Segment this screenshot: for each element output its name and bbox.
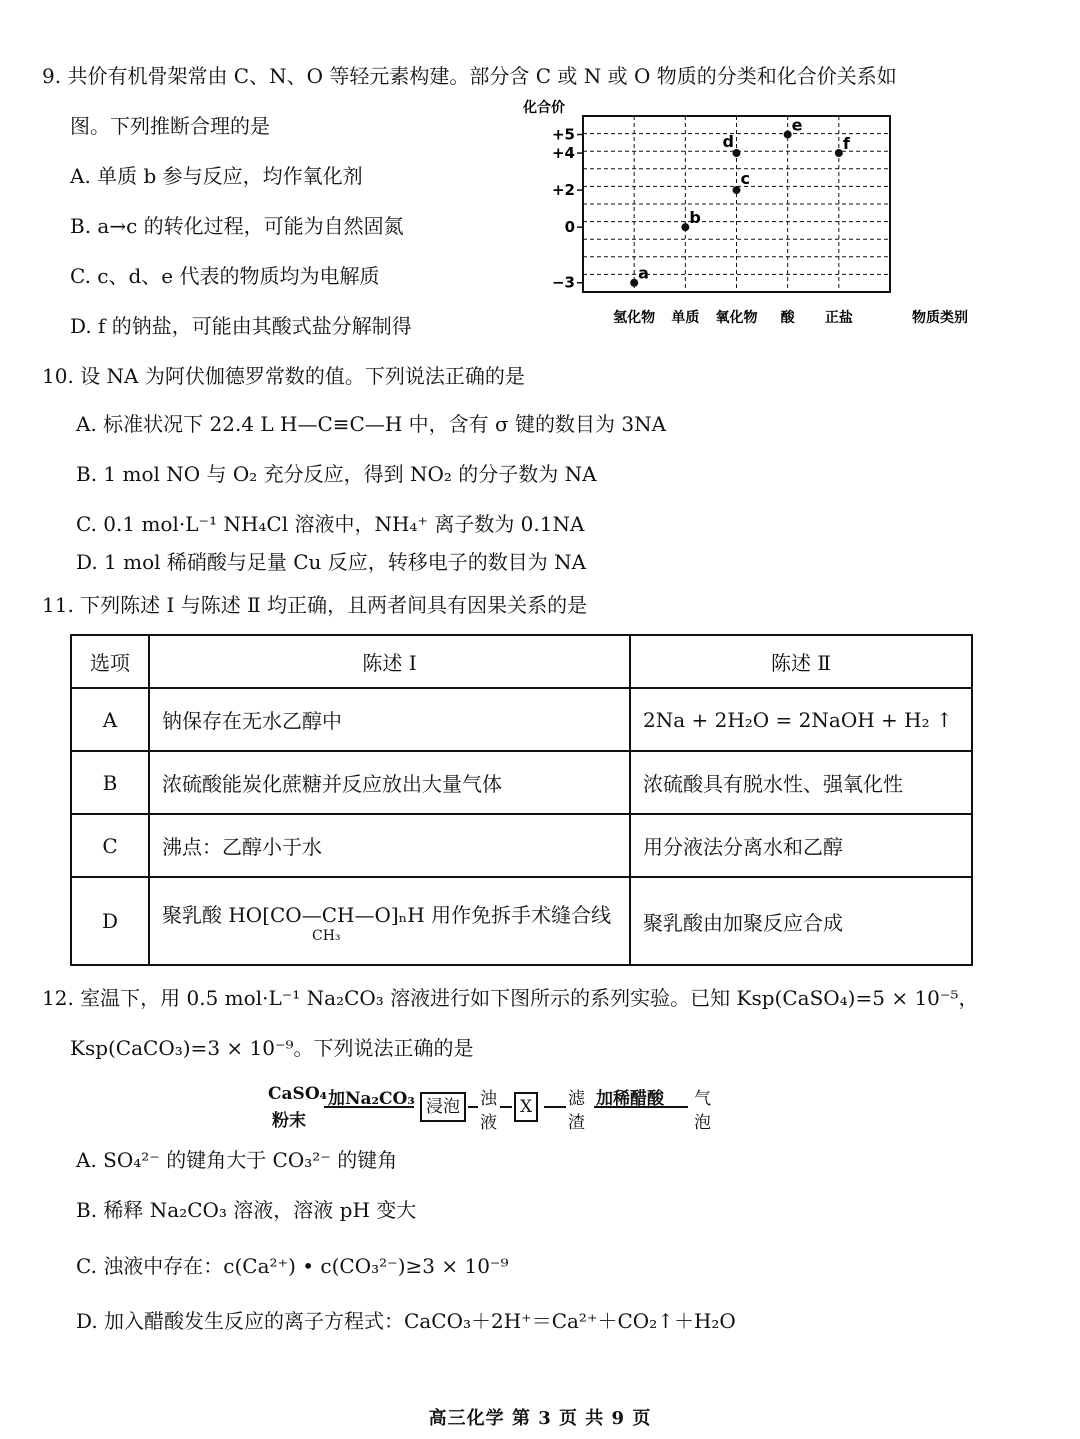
point-label-d: d	[722, 132, 734, 152]
flow-end-1: 气	[694, 1089, 711, 1109]
data-point-e	[784, 131, 792, 139]
row-statement-2: 用分液法分离水和乙醇	[630, 814, 972, 877]
flow-start-2: 粉末	[272, 1111, 306, 1131]
q11-table	[70, 634, 973, 966]
row-statement-2: 浓硫酸具有脱水性、强氧化性	[630, 751, 972, 814]
row-option: A	[71, 688, 149, 751]
row-statement-1: 沸点：乙醇小于水	[149, 814, 630, 877]
arrow-line	[468, 1106, 478, 1108]
arrow-line	[544, 1106, 566, 1108]
arrow-line	[594, 1106, 688, 1108]
point-label-e: e	[791, 115, 803, 135]
data-point-b	[681, 223, 689, 231]
row-statement-1	[149, 877, 630, 965]
x-tick-label: 正盐	[824, 310, 853, 326]
table-row	[71, 814, 972, 877]
arrow-line	[324, 1106, 414, 1108]
q10-option-b: B. 1 mol NO 与 O₂ 充分反应，得到 NO₂ 的分子数为 NA	[76, 462, 597, 486]
flow-mid-2b: 渣	[568, 1113, 585, 1133]
flow-mid-2a: 滤	[568, 1089, 585, 1109]
q9-option-a: A. 单质 b 参与反应，均作氧化剂	[70, 164, 363, 188]
q10-option-a: A. 标准状况下 22.4 L H—C≡C—H 中，含有 σ 键的数目为 3NA	[76, 412, 667, 436]
y-tick-label: 0	[564, 218, 575, 237]
q10-option-d: D. 1 mol 稀硝酸与足量 Cu 反应，转移电子的数目为 NA	[76, 550, 587, 574]
row-statement-2: 聚乳酸由加聚反应合成	[630, 877, 972, 965]
polylactic-acid-text: 聚乳酸 HO[CO—CH—O]ₙH 用作免拆手术缝合线	[162, 902, 612, 927]
data-point-f	[835, 149, 843, 157]
flow-start-1: CaSO₄	[268, 1084, 328, 1104]
flow-end-2: 泡	[694, 1113, 711, 1133]
row-option: D	[71, 877, 149, 965]
point-label-a: a	[638, 263, 649, 283]
point-label-c: c	[740, 169, 750, 189]
valence-chart	[515, 100, 968, 330]
x-tick-label: 氧化物	[715, 310, 758, 326]
row-option: B	[71, 751, 149, 814]
q12-option-b: B. 稀释 Na₂CO₃ 溶液，溶液 pH 变大	[76, 1198, 417, 1222]
page-footer: 高三化学 第 3 页 共 9 页	[428, 1408, 652, 1429]
q9-option-c: C. c、d、e 代表的物质均为电解质	[70, 264, 380, 288]
data-point-a	[630, 279, 638, 287]
table-header-row	[71, 635, 972, 688]
x-tick-label: 酸	[780, 310, 795, 326]
q12-option-c: C. 浊液中存在：c(Ca²⁺) • c(CO₃²⁻)≥3 × 10⁻⁹	[76, 1254, 509, 1278]
x-tick-label: 单质	[671, 310, 700, 326]
q9-option-b: B. a→c 的转化过程，可能为自然固氮	[70, 214, 404, 238]
table-row	[71, 877, 972, 965]
flow-mid-1a: 浊	[480, 1089, 497, 1109]
table-row	[71, 751, 972, 814]
row-statement-1: 钠保存在无水乙醇中	[149, 688, 630, 751]
y-tick-label: +4	[551, 144, 575, 163]
header-option: 选项	[71, 635, 149, 688]
point-label-b: b	[689, 208, 701, 228]
y-tick-label: +2	[551, 181, 575, 200]
q12-option-d: D. 加入醋酸发生反应的离子方程式：CaCO₃＋2H⁺＝Ca²⁺＋CO₂↑＋H₂O	[76, 1309, 736, 1333]
q12-option-a: A. SO₄²⁻ 的键角大于 CO₃²⁻ 的键角	[76, 1148, 398, 1172]
y-axis-label: 化合价	[523, 100, 565, 116]
header-statement-2: 陈述 Ⅱ	[630, 635, 972, 688]
y-tick-label: −3	[551, 273, 575, 292]
flow-reagent-2: 加稀醋酸	[596, 1089, 664, 1109]
q12-stem-line1: 12. 室温下，用 0.5 mol·L⁻¹ Na₂CO₃ 溶液进行如下图所示的系列实验。已知 Ksp(CaSO₄)=5 × 10⁻⁵，	[42, 986, 979, 1010]
table-row	[71, 688, 972, 751]
q10-option-c: C. 0.1 mol·L⁻¹ NH₄Cl 溶液中，NH₄⁺ 离子数为 0.1NA	[76, 512, 585, 536]
q11-stem: 11. 下列陈述 Ⅰ 与陈述 Ⅱ 均正确，且两者间具有因果关系的是	[42, 593, 588, 617]
x-axis-label: 物质类别	[912, 310, 968, 326]
arrow-line	[500, 1106, 512, 1108]
header-statement-1: 陈述 Ⅰ	[149, 635, 630, 688]
row-option: C	[71, 814, 149, 877]
flow-reagent-1: 加Na₂CO₃	[328, 1089, 415, 1109]
data-point-c	[733, 186, 741, 194]
y-tick-label: +5	[551, 125, 575, 144]
methyl-branch: CH₃	[312, 927, 341, 944]
q10-stem: 10. 设 NA 为阿伏伽德罗常数的值。下列说法正确的是	[42, 364, 525, 388]
experiment-flowchart	[268, 1084, 748, 1134]
q12-stem-line2: Ksp(CaCO₃)=3 × 10⁻⁹。下列说法正确的是	[70, 1036, 474, 1060]
row-statement-2: 2Na + 2H₂O = 2NaOH + H₂ ↑	[630, 688, 972, 751]
flow-box-x: X	[514, 1092, 538, 1122]
q9-stem-line1: 9. 共价有机骨架常由 C、N、O 等轻元素构建。部分含 C 或 N 或 O 物质的分类和化合价关系如	[42, 64, 897, 88]
row-statement-1: 浓硫酸能炭化蔗糖并反应放出大量气体	[149, 751, 630, 814]
flow-mid-1b: 液	[480, 1113, 497, 1133]
flow-box-soak: 浸泡	[420, 1092, 466, 1122]
q9-option-d: D. f 的钠盐，可能由其酸式盐分解制得	[70, 314, 412, 338]
q9-stem-line2: 图。下列推断合理的是	[70, 114, 270, 138]
point-label-f: f	[842, 134, 850, 154]
x-tick-label: 氢化物	[613, 310, 656, 326]
